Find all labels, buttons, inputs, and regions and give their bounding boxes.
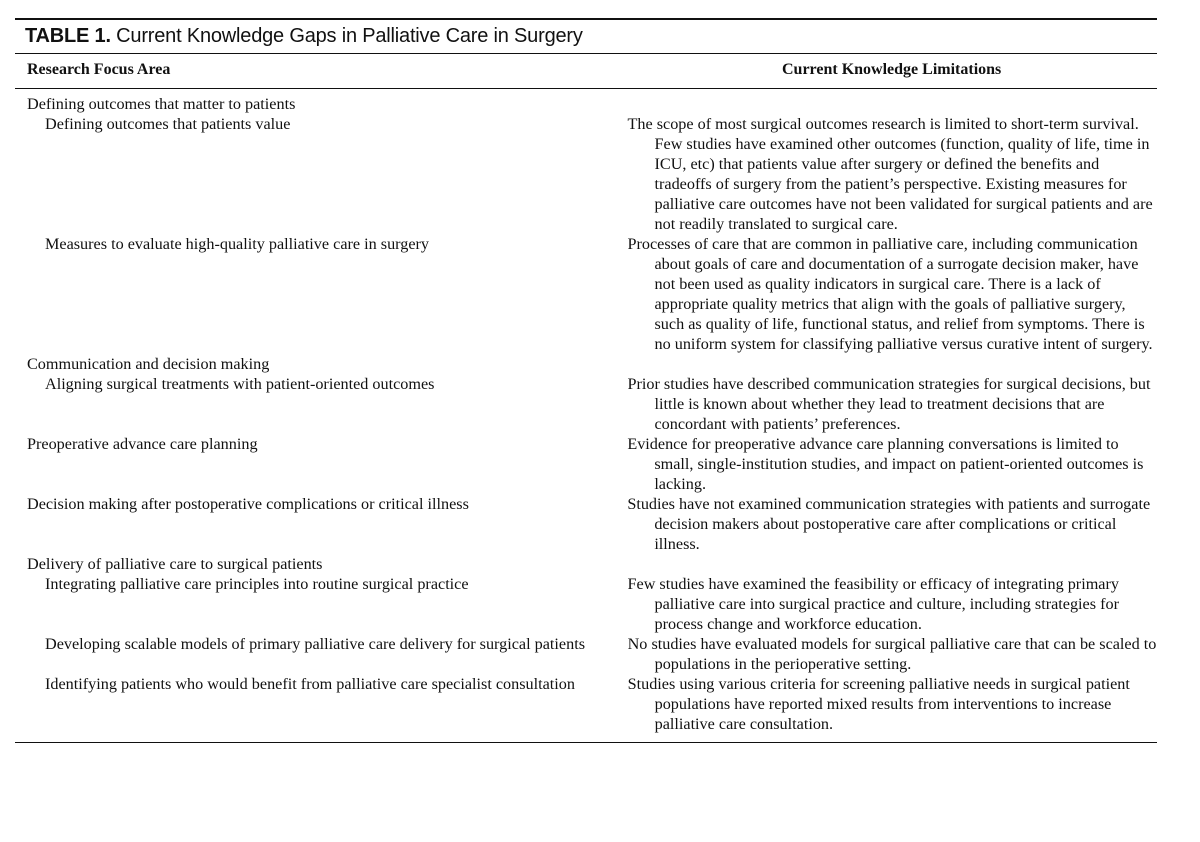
research-area-cell: Preoperative advance care planning — [27, 435, 258, 453]
limitation-cell: Prior studies have described communication strategies for surgical decisions, but little is known about whether they lead to treatment decisions that are concordant with patients’ preferences. — [627, 375, 1151, 433]
section-heading: Delivery of palliative care to surgical patients — [27, 555, 323, 573]
limitation-cell: Studies have not examined communication strategies with patients and surrogate decision makers about postoperative care after complications or critical illness. — [627, 495, 1151, 553]
research-area-cell: Integrating palliative care principles into routine surgical practice — [45, 575, 469, 593]
table-body — [15, 89, 1157, 742]
table-bottom-rule — [15, 742, 1157, 743]
table-title: Current Knowledge Gaps in Palliative Care in Surgery — [116, 25, 583, 47]
section-heading: Communication and decision making — [27, 355, 270, 373]
table-row — [15, 374, 1157, 434]
research-area-cell: Decision making after postoperative complications or critical illness — [27, 495, 469, 513]
table-row — [15, 574, 1157, 634]
column-header-knowledge-limitations: Current Knowledge Limitations — [782, 61, 1002, 78]
limitation-cell: Studies using various criteria for screening palliative needs in surgical patient populations have reported mixed results from interventions to increase palliative care consultation. — [627, 675, 1130, 733]
column-header-research-focus: Research Focus Area — [27, 61, 171, 78]
limitation-cell: The scope of most surgical outcomes research is limited to short-term survival. Few studies have examined other outcomes (function, quality of life, time in ICU, etc) that patients value after surgery or defined the benefits and tradeoffs of surgery from the patient’s perspective. Existing measures for palliative care outcomes have not been validated for surgical patients and are not readily translated to surgical care. — [627, 115, 1153, 233]
table-label: TABLE 1. — [25, 25, 111, 47]
limitation-cell: Evidence for preoperative advance care planning conversations is limited to small, single-institution studies, and impact on patient-oriented outcomes is lacking. — [627, 435, 1144, 493]
research-area-cell: Identifying patients who would benefit from palliative care specialist consultation — [45, 675, 575, 693]
table-row — [15, 234, 1157, 354]
section-heading: Defining outcomes that matter to patients — [27, 95, 296, 113]
table-row — [15, 634, 1157, 674]
table-header — [15, 54, 1157, 88]
research-area-cell: Defining outcomes that patients value — [45, 115, 291, 133]
research-area-cell: Measures to evaluate high-quality palliative care in surgery — [45, 235, 430, 253]
research-area-cell: Developing scalable models of primary palliative care delivery for surgical patients — [45, 635, 585, 653]
table — [15, 18, 1157, 743]
limitation-cell: Processes of care that are common in palliative care, including communication about goals of care and documentation of a surrogate decision maker, have not been used as quality indicators in surgical care. There is a lack of appropriate quality metrics that align with the goals of palliative surgery, such as quality of life, functional status, and relief from symptoms. There is no uniform system for classifying palliative versus curative intent of surgery. — [627, 235, 1153, 353]
limitation-cell: Few studies have examined the feasibility or efficacy of integrating primary palliative care into surgical practice and culture, including strategies for process change and workforce education. — [627, 575, 1119, 633]
table-caption — [15, 20, 1157, 53]
table-row — [15, 114, 1157, 234]
table-row — [15, 434, 1157, 494]
limitation-cell: No studies have evaluated models for surgical palliative care that can be scaled to populations in the perioperative setting. — [627, 635, 1157, 673]
table-row — [15, 674, 1157, 734]
research-area-cell: Aligning surgical treatments with patient-oriented outcomes — [45, 375, 435, 393]
table-row — [15, 494, 1157, 554]
